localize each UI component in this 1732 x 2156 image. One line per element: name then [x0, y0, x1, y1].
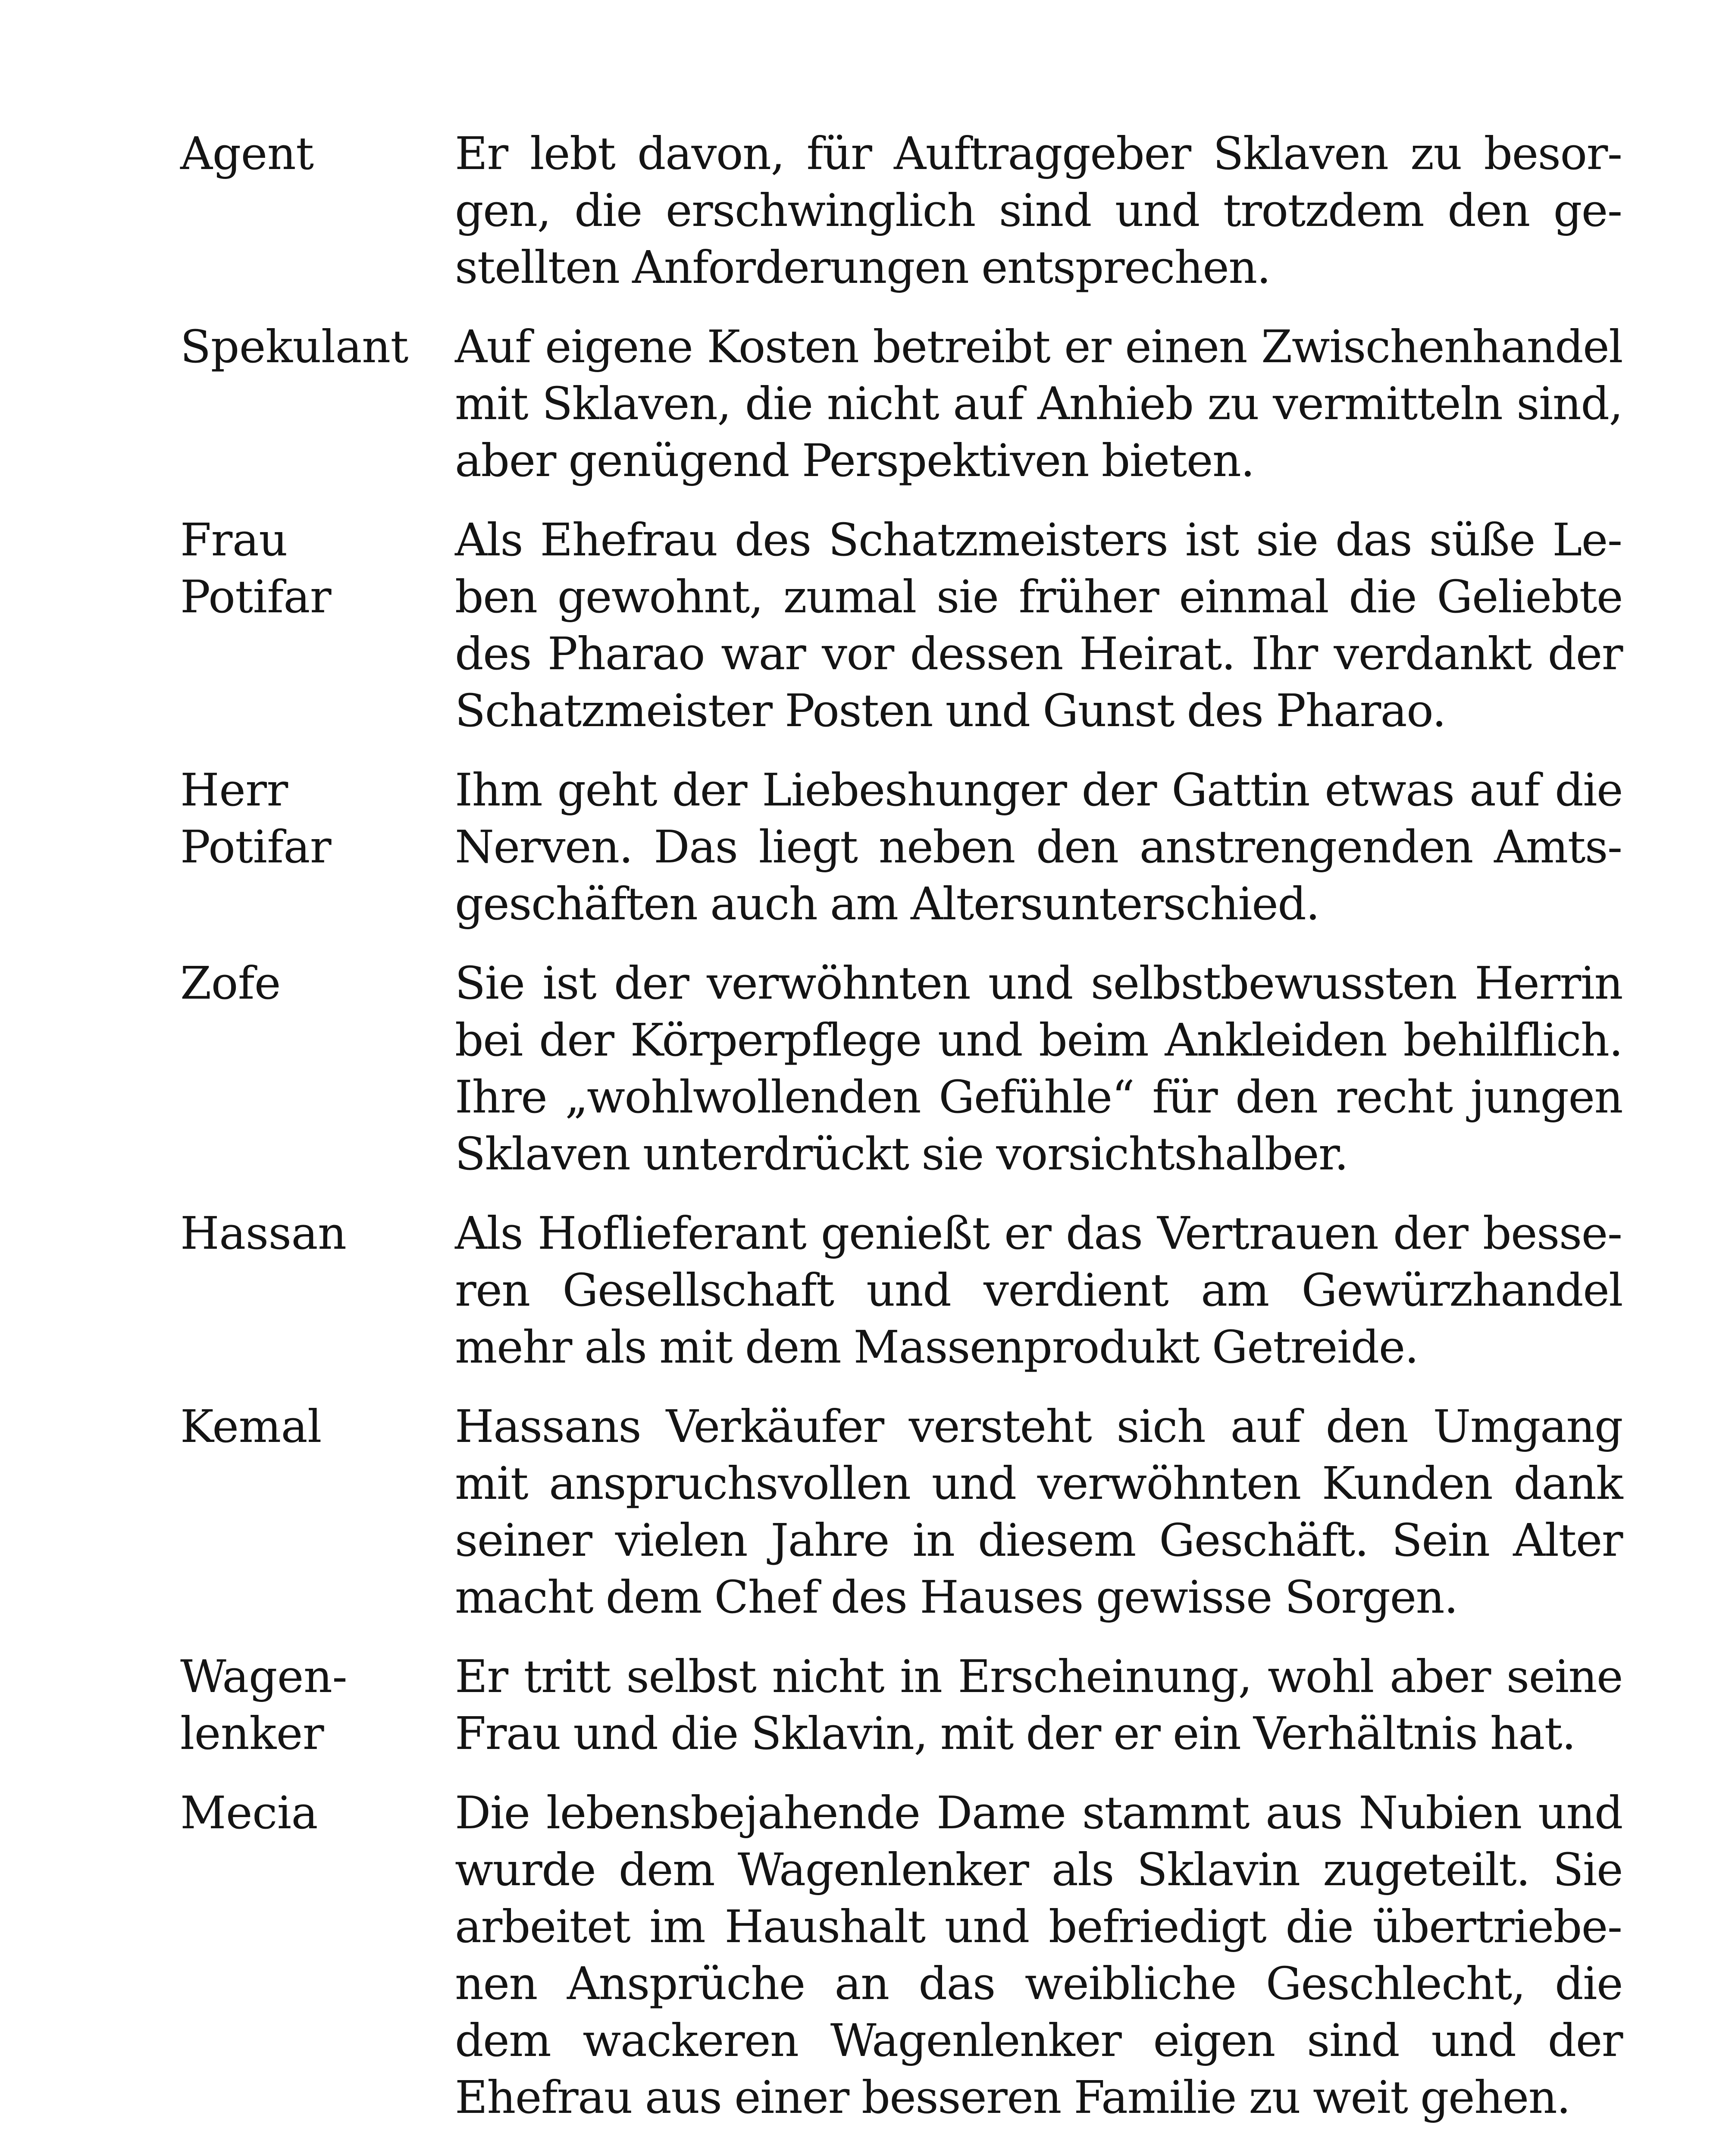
character-entry-mecia — [180, 1784, 1622, 2126]
character-role: Spekulant — [180, 320, 408, 373]
character-entry-hassan — [180, 1205, 1622, 1376]
character-role: Kemal — [180, 1400, 322, 1453]
character-entry-herr-potifar — [180, 761, 1622, 932]
character-role: Hassan — [180, 1207, 347, 1260]
character-entry-zofe — [180, 955, 1622, 1182]
character-role: Frau Potifar — [180, 514, 332, 623]
character-description: Er lebt davon, für Auftraggeber Sklaven zu besorgen, die erschwinglich sind und trotzdem den gestellten Anforderungen entsprechen. — [455, 127, 1622, 294]
character-role: Mecia — [180, 1786, 318, 1839]
character-description: Als Hoflieferant genießt er das Vertrauen der besseren Gesellschaft und verdient am Gewürzhandel mehr als mit dem Massenprodukt Getreide. — [455, 1207, 1622, 1373]
character-description: Sie ist der verwöhnten und selbstbewussten Herrin bei der Körperpflege und beim Ankleiden behilflich. Ihre „wohlwollenden Gefühle“ für den recht jungen Sklaven unterdrückt sie vorsichtshalber. — [455, 957, 1622, 1180]
character-role: Agent — [180, 127, 314, 180]
character-description: Auf eigene Kosten betreibt er einen Zwischenhandel mit Sklaven, die nicht auf Anhieb zu vermitteln sind, aber genügend Perspektiven bieten. — [455, 320, 1622, 487]
character-description: Ihm geht der Liebeshunger der Gattin etwas auf die Nerven. Das liegt neben den anstrengenden Amtsgeschäften auch am Altersunterschied. — [455, 764, 1622, 930]
character-entry-frau-potifar — [180, 511, 1622, 739]
character-description: Hassans Verkäufer versteht sich auf den Umgang mit anspruchsvollen und verwöhnten Kunden dank seiner vielen Jahre in diesem Geschäft. Sein Alter macht dem Chef des Hauses gewisse Sorgen. — [455, 1400, 1622, 1623]
character-entry-kemal — [180, 1398, 1622, 1626]
character-entry-wagenlenker — [180, 1648, 1622, 1762]
character-role: Wagen- lenker — [180, 1650, 348, 1760]
character-description: Als Ehefrau des Schatzmeisters ist sie das süße Leben gewohnt, zumal sie früher einmal die Geliebte des Pharao war vor dessen Heirat. Ihr verdankt der Schatzmeister Posten und Gunst des Pharao. — [455, 514, 1622, 737]
character-description: Er tritt selbst nicht in Erscheinung, wohl aber seine Frau und die Sklavin, mit der er ein Verhältnis hat. — [455, 1650, 1622, 1760]
character-role: Herr Potifar — [180, 764, 332, 873]
character-entry-agent — [180, 125, 1622, 296]
character-list — [180, 125, 1622, 2148]
character-description: Die lebensbejahende Dame stammt aus Nubien und wurde dem Wagenlenker als Sklavin zugeteilt. Sie arbeitet im Haushalt und befriedigt die übertriebenen Ansprüche an das weibliche Geschlecht, die dem wackeren Wagenlenker eigen sind und der Ehefrau aus einer besseren Familie zu weit gehen. — [455, 1786, 1622, 2124]
character-role: Zofe — [180, 957, 281, 1009]
character-entry-spekulant — [180, 318, 1622, 489]
